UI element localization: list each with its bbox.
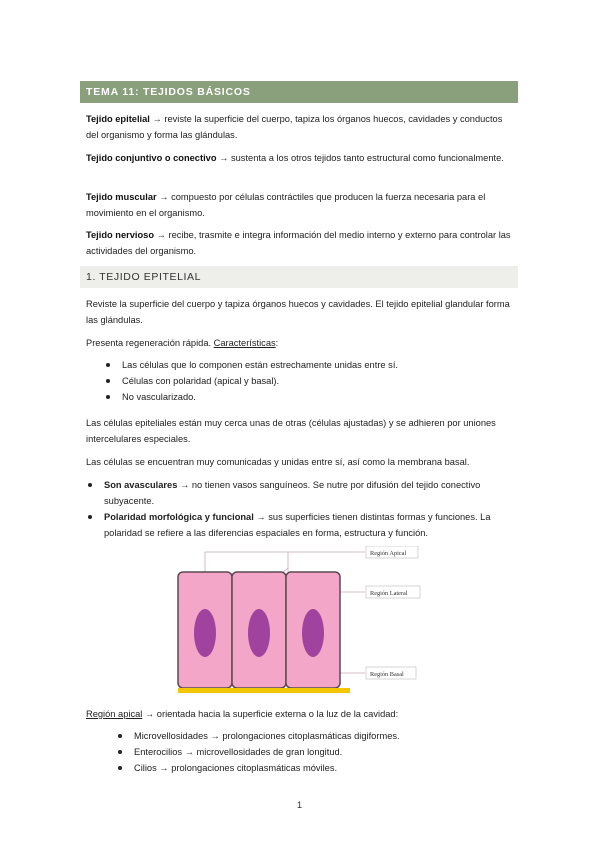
tissue-desc: reviste la superficie del cuerpo, tapiza los órganos huecos, cavidades y conductos del organismo y forma las glándulas.	[86, 114, 503, 140]
regeneration-line: Presenta regeneración rápida. Características:	[86, 338, 279, 348]
list-item: Cilios → prolongaciones citoplasmáticas móviles.	[116, 760, 516, 776]
arrow-icon: →	[179, 480, 190, 490]
list-item: Son avasculares → no tienen vasos sanguíneos. Se nutre por difusión del tejido conectivo subyacente.	[86, 477, 514, 509]
apical-list	[116, 728, 516, 776]
label-basal: Región Basal	[370, 671, 404, 678]
arrow-icon: →	[159, 192, 169, 202]
cells	[178, 572, 340, 688]
list-item: Las células que lo componen están estrechamente unidas entre sí.	[104, 357, 504, 373]
epithelial-cells-figure	[170, 546, 430, 696]
tissue-name: Tejido epitelial	[86, 114, 150, 124]
tissue-desc: recibe, trasmite e integra información del medio interno y externo para controlar las actividades del organismo.	[86, 230, 511, 256]
paragraph: Las células epiteliales están muy cerca unas de otras (células ajustadas) y se adhieren por uniones intercelulares especiales.	[86, 418, 496, 444]
nucleus	[248, 609, 270, 657]
features-list	[86, 477, 514, 541]
tissue-name: Tejido nervioso	[86, 230, 155, 240]
list-item: Microvellosidades → prolongaciones citoplasmáticas digiformes.	[116, 728, 516, 744]
arrow-icon: →	[256, 512, 266, 522]
characteristics-list	[104, 357, 504, 405]
arrow-icon: →	[219, 153, 229, 163]
tissue-name: Tejido conjuntivo o conectivo	[86, 153, 217, 163]
basal-membrane	[178, 688, 350, 693]
tissue-epitelial	[86, 111, 514, 143]
page-title: TEMA 11: TEJIDOS BÁSICOS	[80, 81, 518, 103]
list-item: Células con polaridad (apical y basal).	[104, 373, 504, 389]
tissue-muscular	[86, 189, 514, 221]
list-item: No vascularizado.	[104, 389, 504, 405]
nucleus	[194, 609, 216, 657]
tissue-desc: sustenta a los otros tejidos tanto estructural como funcionalmente.	[228, 153, 504, 163]
section-intro: Reviste la superficie del cuerpo y tapiza órganos huecos y cavidades. El tejido epitelial glandular forma las glándulas.	[86, 299, 510, 325]
list-item: Polaridad morfológica y funcional → sus superficies tienen distintas formas y funciones. La polaridad se refiere a las diferencias espaciales en forma, estructura y función.	[86, 509, 514, 541]
section-heading: 1. TEJIDO EPITELIAL	[80, 266, 518, 288]
arrow-icon: →	[156, 230, 166, 240]
apical-region-line: Región apical → orientada hacia la superficie externa o la luz de la cavidad:	[86, 709, 399, 719]
tissue-name: Tejido muscular	[86, 192, 157, 202]
nucleus	[302, 609, 324, 657]
apical-region-title: Región apical	[86, 709, 143, 719]
label-lateral: Región Lateral	[370, 590, 408, 597]
tissue-desc: compuesto por células contráctiles que producen la fuerza necesaria para el movimiento en el organismo.	[86, 192, 486, 218]
page-number: 1	[296, 800, 303, 811]
tissue-nervioso	[86, 227, 514, 259]
label-apical: Región Apical	[370, 550, 407, 557]
arrow-icon: →	[152, 114, 162, 124]
tissue-conjuntivo	[86, 150, 514, 166]
list-item: Enterocilios → microvellosidades de gran longitud.	[116, 744, 516, 760]
paragraph: Las células se encuentran muy comunicadas y unidas entre sí, así como la membrana basal.	[86, 457, 470, 467]
characteristics-label: Características	[213, 338, 276, 348]
